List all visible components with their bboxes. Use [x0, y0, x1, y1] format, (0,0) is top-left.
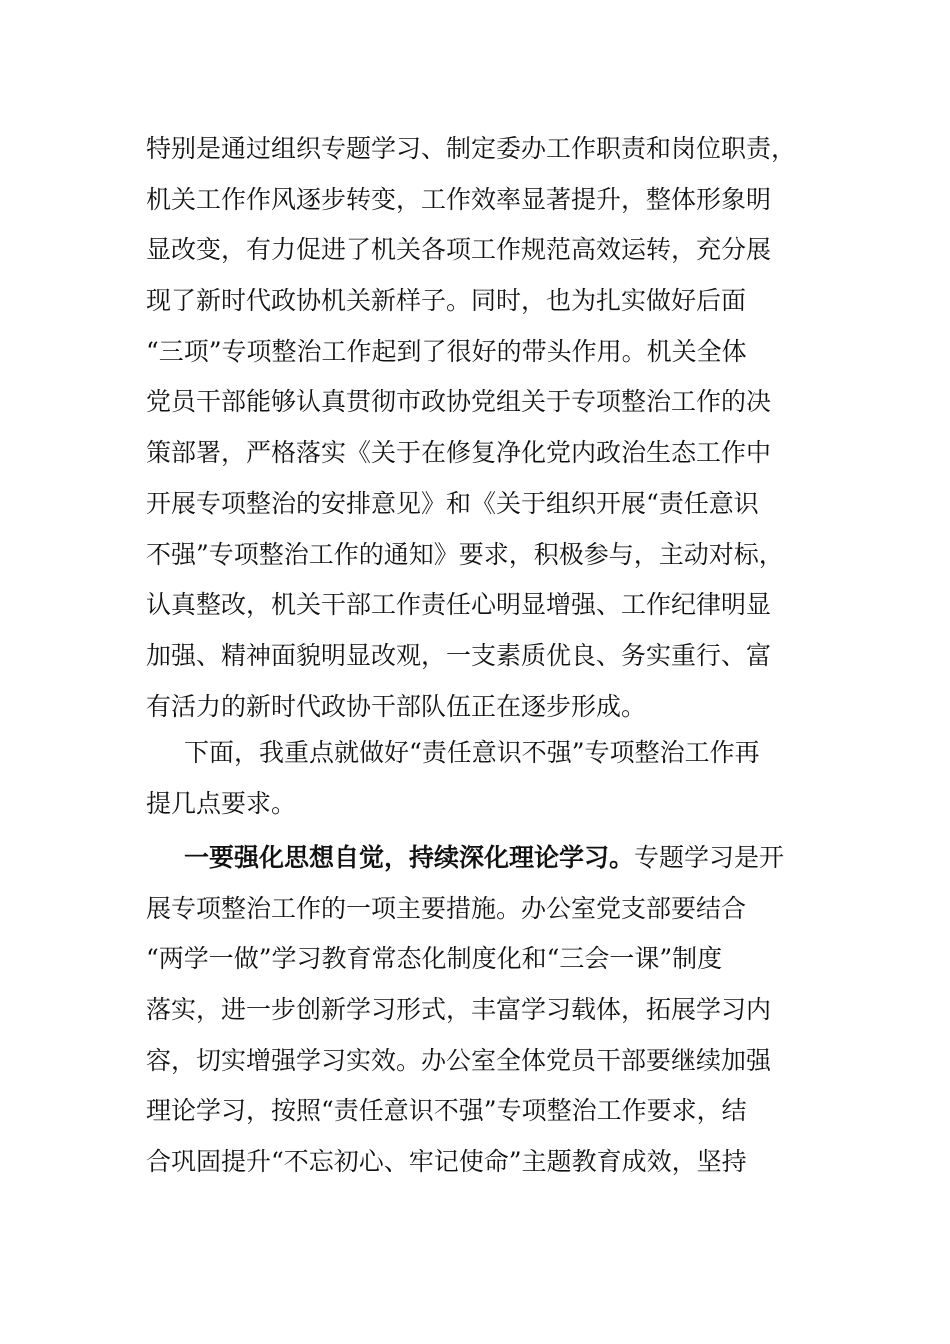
text-line: “两学一做”学习教育常态化制度化和“三会一课”制度: [146, 944, 723, 974]
paragraph-1: [146, 124, 800, 732]
paragraph-3: [146, 833, 800, 1188]
text-line: [146, 833, 800, 884]
text-fragment: 专题学习是开: [634, 843, 785, 872]
text-line: 加强、精神面貌明显改观，一支素质优良、务实重行、富: [146, 640, 772, 670]
text-line: 提几点要求。: [146, 788, 297, 818]
paragraph-2: [146, 728, 800, 829]
text-line: 机关工作作风逐步转变，工作效率显著提升，整体形象明: [146, 184, 772, 214]
text-line: 策部署，严格落实《关于在修复净化党内政治生态工作中: [146, 438, 772, 468]
text-line: 容，切实增强学习实效。办公室全体党员干部要继续加强: [146, 1045, 772, 1075]
text-line: 认真整改，机关干部工作责任心明显增强、工作纪律明显: [146, 590, 772, 620]
text-line: 现了新时代政协机关新样子。同时，也为扎实做好后面: [146, 286, 747, 316]
text-line: 落实，进一步创新学习形式，丰富学习载体，拓展学习内: [146, 995, 772, 1025]
text-line: 开展专项整治的安排意见》和《关于组织开展“责任意识: [146, 488, 759, 518]
section-heading: 一要强化思想自觉，持续深化理论学习。: [184, 843, 635, 872]
text-line: 党员干部能够认真贯彻市政协党组关于专项整治工作的决: [146, 387, 772, 417]
text-line: 展专项整治工作的一项主要措施。办公室党支部要结合: [146, 893, 747, 923]
text-line: 有活力的新时代政协干部队伍正在逐步形成。: [146, 691, 647, 721]
text-line: 显改变，有力促进了机关各项工作规范高效运转，充分展: [146, 235, 772, 265]
text-line: 合巩固提升“不忘初心、牢记使命”主题教育成效，坚持: [146, 1147, 747, 1177]
text-line: “三项”专项整治工作起到了很好的带头作用。机关全体: [146, 336, 747, 366]
text-line: 特别是通过组织专题学习、制定委办工作职责和岗位职责，: [146, 134, 797, 163]
text-line: 下面，我重点就做好“责任意识不强”专项整治工作再: [184, 738, 760, 767]
text-line: 不强”专项整治工作的通知》要求，积极参与，主动对标，: [146, 539, 784, 569]
text-line: 理论学习，按照“责任意识不强”专项整治工作要求，结: [146, 1096, 747, 1126]
